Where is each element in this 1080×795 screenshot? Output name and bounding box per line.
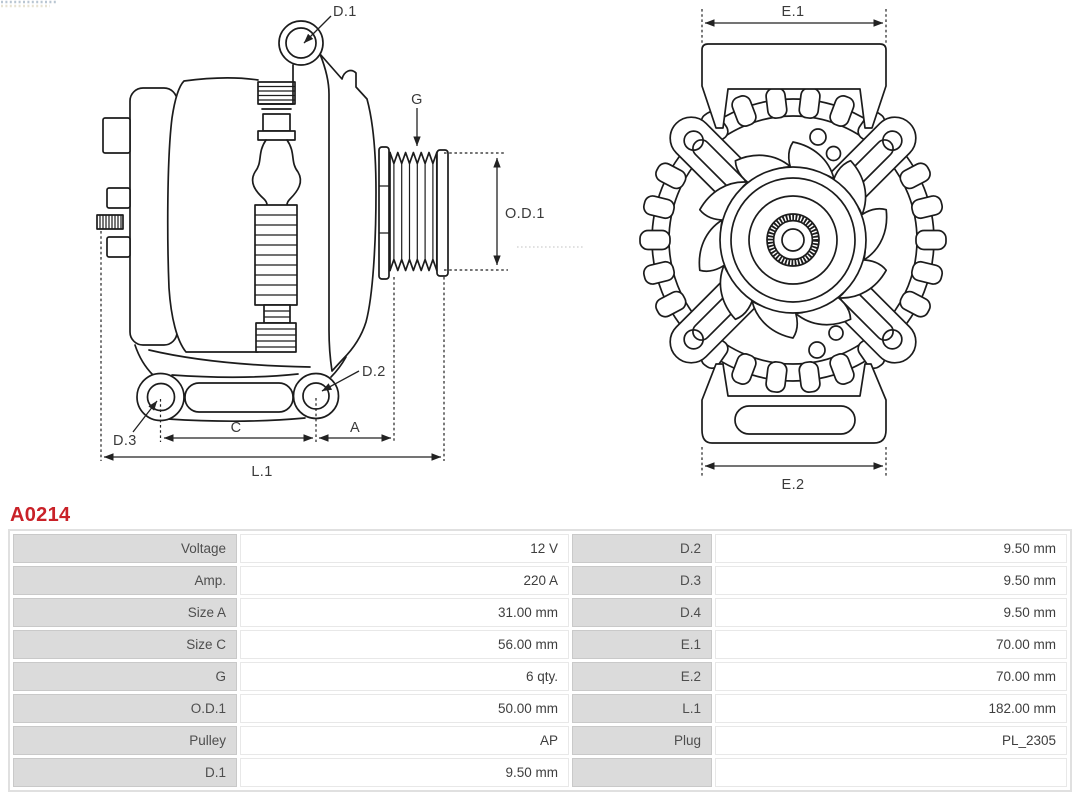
dimension-label-g: G: [411, 92, 423, 108]
spec-label-cell: G: [13, 662, 237, 691]
spec-table: [8, 529, 1072, 792]
dimension-label-d2: D.2: [362, 364, 386, 380]
dimension-label-c: C: [230, 420, 242, 436]
watermark-sliver: [1, 2, 58, 6]
spec-value-cell: 12 V: [240, 534, 569, 563]
spec-value-cell: 70.00 mm: [715, 662, 1067, 691]
spec-row: [13, 726, 1067, 755]
spec-row: [13, 598, 1067, 627]
spec-value-cell: 6 qty.: [240, 662, 569, 691]
bottom-bracket: [702, 364, 886, 443]
dimension-label-d1: D.1: [333, 4, 357, 20]
spec-value-cell: 70.00 mm: [715, 630, 1067, 659]
spec-row: [13, 758, 1067, 787]
spec-value-cell: [715, 758, 1067, 787]
dimension-label-e2: E.2: [781, 477, 805, 493]
dimension-label-e1: E.1: [781, 4, 805, 20]
dimension-label-l1: L.1: [251, 464, 273, 480]
spec-label-cell: [572, 758, 712, 787]
spec-row: [13, 630, 1067, 659]
spec-label-cell: D.2: [572, 534, 712, 563]
dimension-label-d3: D.3: [113, 433, 137, 449]
spec-label-cell: E.2: [572, 662, 712, 691]
spec-value-cell: 9.50 mm: [240, 758, 569, 787]
spec-value-cell: 9.50 mm: [715, 534, 1067, 563]
spec-label-cell: O.D.1: [13, 694, 237, 723]
spec-value-cell: 56.00 mm: [240, 630, 569, 659]
spec-label-cell: Size A: [13, 598, 237, 627]
hub: [720, 167, 866, 313]
spec-label-cell: Pulley: [13, 726, 237, 755]
spec-label-cell: L.1: [572, 694, 712, 723]
spec-row: [13, 662, 1067, 691]
knurled-stud: [97, 215, 123, 229]
spec-label-cell: D.1: [13, 758, 237, 787]
spec-value-cell: 9.50 mm: [715, 566, 1067, 595]
mounting-feet: [135, 345, 346, 421]
spec-row: [13, 534, 1067, 563]
spec-value-cell: 182.00 mm: [715, 694, 1067, 723]
spec-label-cell: Size C: [13, 630, 237, 659]
spec-value-cell: 9.50 mm: [715, 598, 1067, 627]
spec-label-cell: Plug: [572, 726, 712, 755]
spec-value-cell: PL_2305: [715, 726, 1067, 755]
alternator-side-view: [97, 4, 584, 480]
dimension-label-a: A: [349, 420, 361, 436]
spec-value-cell: AP: [240, 726, 569, 755]
dimension-label-od1: O.D.1: [505, 206, 545, 222]
spec-label-cell: Amp.: [13, 566, 237, 595]
alternator-front-view: [640, 4, 946, 493]
spec-row: [13, 694, 1067, 723]
spec-value-cell: 50.00 mm: [240, 694, 569, 723]
spec-label-cell: E.1: [572, 630, 712, 659]
spec-row: [13, 566, 1067, 595]
spec-value-cell: 220 A: [240, 566, 569, 595]
spec-label-cell: D.4: [572, 598, 712, 627]
spec-value-cell: 31.00 mm: [240, 598, 569, 627]
spec-label-cell: Voltage: [13, 534, 237, 563]
pulley: [379, 147, 448, 279]
product-code-title: A0214: [10, 504, 71, 526]
spec-label-cell: D.3: [572, 566, 712, 595]
